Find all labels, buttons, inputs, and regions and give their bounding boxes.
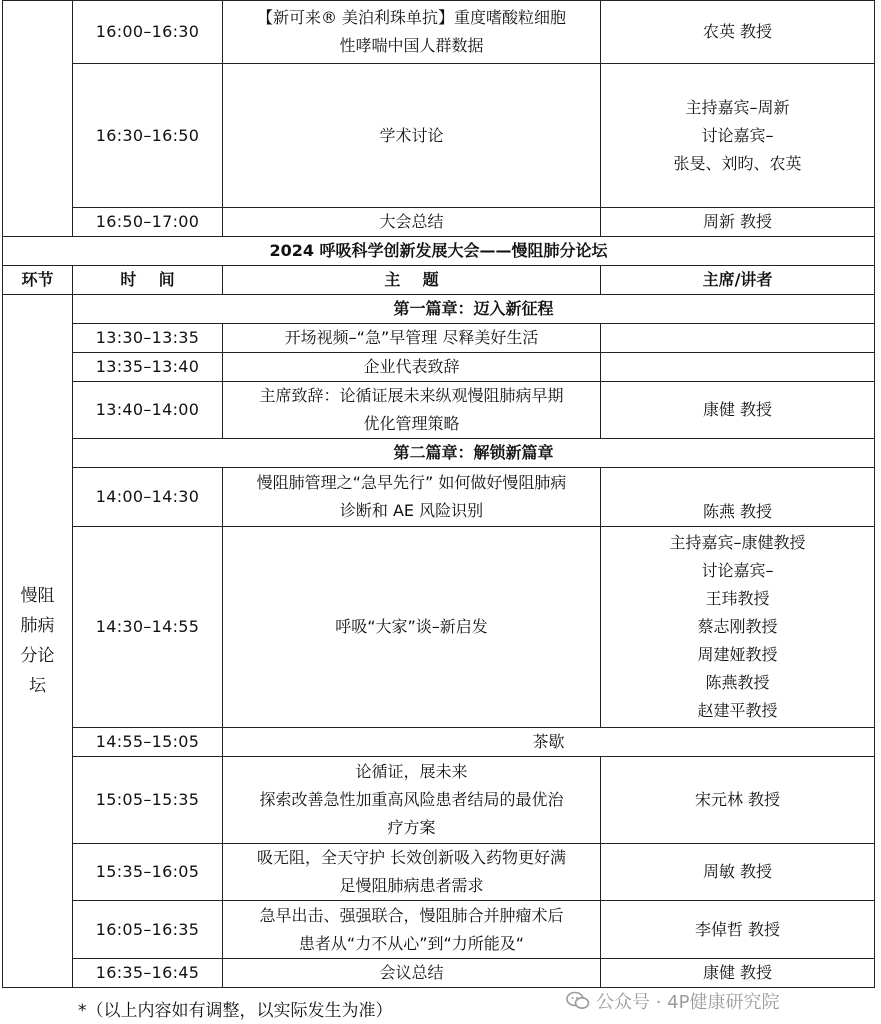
speaker-cell: 农英 教授	[601, 1, 875, 64]
footnote: *（以上内容如有调整，以实际发生为准）	[78, 1001, 393, 1021]
speaker-cell: 主持嘉宾–周新 讨论嘉宾– 张旻、刘昀、农英	[601, 64, 875, 208]
table-row	[3, 208, 875, 237]
watermark	[566, 988, 779, 1014]
chapter-row	[3, 439, 875, 468]
speaker-cell: 康健 教授	[601, 959, 875, 988]
table-row	[3, 844, 875, 901]
wechat-icon	[566, 991, 590, 1011]
time-cell: 16:30–16:50	[73, 64, 223, 208]
topic-cell: 开场视频–“急”早管理 尽释美好生活	[223, 324, 601, 353]
speaker-cell	[601, 353, 875, 382]
header-topic: 主 题	[223, 266, 601, 295]
header-time: 时 间	[73, 266, 223, 295]
time-cell: 14:30–14:55	[73, 527, 223, 728]
topic-cell: 呼吸“大家”谈–新启发	[223, 527, 601, 728]
time-cell: 16:35–16:45	[73, 959, 223, 988]
speaker-cell: 主持嘉宾–康健教授 讨论嘉宾– 王玮教授 蔡志刚教授 周建娅教授 陈燕教授 赵建平教授	[601, 527, 875, 728]
table-row	[3, 757, 875, 844]
header-row	[3, 266, 875, 295]
speaker-cell: 康健 教授	[601, 382, 875, 439]
topic-cell: 【新可来® 美泊利珠单抗】重度嗜酸粒细胞 性哮喘中国人群数据	[223, 1, 601, 64]
time-cell: 16:05–16:35	[73, 901, 223, 959]
table-row	[3, 324, 875, 353]
break-row	[3, 728, 875, 757]
speaker-cell	[601, 324, 875, 353]
table-row	[3, 959, 875, 988]
time-cell: 16:50–17:00	[73, 208, 223, 237]
table-row	[3, 64, 875, 208]
speaker-cell: 宋元林 教授	[601, 757, 875, 844]
header-section: 环节	[3, 266, 73, 295]
time-cell: 15:05–15:35	[73, 757, 223, 844]
table-row	[3, 353, 875, 382]
time-cell: 13:30–13:35	[73, 324, 223, 353]
chapter-title: 第一篇章：迈入新征程	[73, 295, 875, 324]
break-label: 茶歇	[223, 728, 875, 757]
table-row	[3, 382, 875, 439]
section-cell-empty	[3, 1, 73, 237]
speaker-cell: 周新 教授	[601, 208, 875, 237]
schedule-table	[2, 0, 875, 988]
time-cell: 14:55–15:05	[73, 728, 223, 757]
section-label: 慢阻 肺病 分论 坛	[3, 295, 73, 988]
topic-cell: 主席致辞：论循证展未来纵观慢阻肺病早期 优化管理策略	[223, 382, 601, 439]
time-cell: 15:35–16:05	[73, 844, 223, 901]
table-row	[3, 1, 875, 64]
forum-title: 2024 呼吸科学创新发展大会——慢阻肺分论坛	[3, 237, 875, 266]
topic-cell: 学术讨论	[223, 64, 601, 208]
header-speaker: 主席/讲者	[601, 266, 875, 295]
table-row	[3, 527, 875, 728]
topic-cell: 吸无阻，全天守护 长效创新吸入药物更好满 足慢阻肺病患者需求	[223, 844, 601, 901]
table-row	[3, 901, 875, 959]
time-cell: 16:00–16:30	[73, 1, 223, 64]
watermark-text: 公众号 · 4P健康研究院	[596, 992, 780, 1013]
table-row	[3, 468, 875, 527]
speaker-cell: 李倬哲 教授	[601, 901, 875, 959]
topic-cell: 会议总结	[223, 959, 601, 988]
table-row	[3, 237, 875, 266]
speaker-cell: 陈燕 教授	[601, 468, 875, 527]
topic-cell: 慢阻肺管理之“急早先行” 如何做好慢阻肺病 诊断和 AE 风险识别	[223, 468, 601, 527]
topic-cell: 急早出击、强强联合，慢阻肺合并肿瘤术后 患者从“力不从心”到“力所能及“	[223, 901, 601, 959]
speaker-cell: 周敏 教授	[601, 844, 875, 901]
time-cell: 14:00–14:30	[73, 468, 223, 527]
topic-cell: 大会总结	[223, 208, 601, 237]
chapter-row	[3, 295, 875, 324]
time-cell: 13:35–13:40	[73, 353, 223, 382]
topic-cell: 论循证，展未来 探索改善急性加重高风险患者结局的最优治 疗方案	[223, 757, 601, 844]
topic-cell: 企业代表致辞	[223, 353, 601, 382]
time-cell: 13:40–14:00	[73, 382, 223, 439]
chapter-title: 第二篇章：解锁新篇章	[73, 439, 875, 468]
